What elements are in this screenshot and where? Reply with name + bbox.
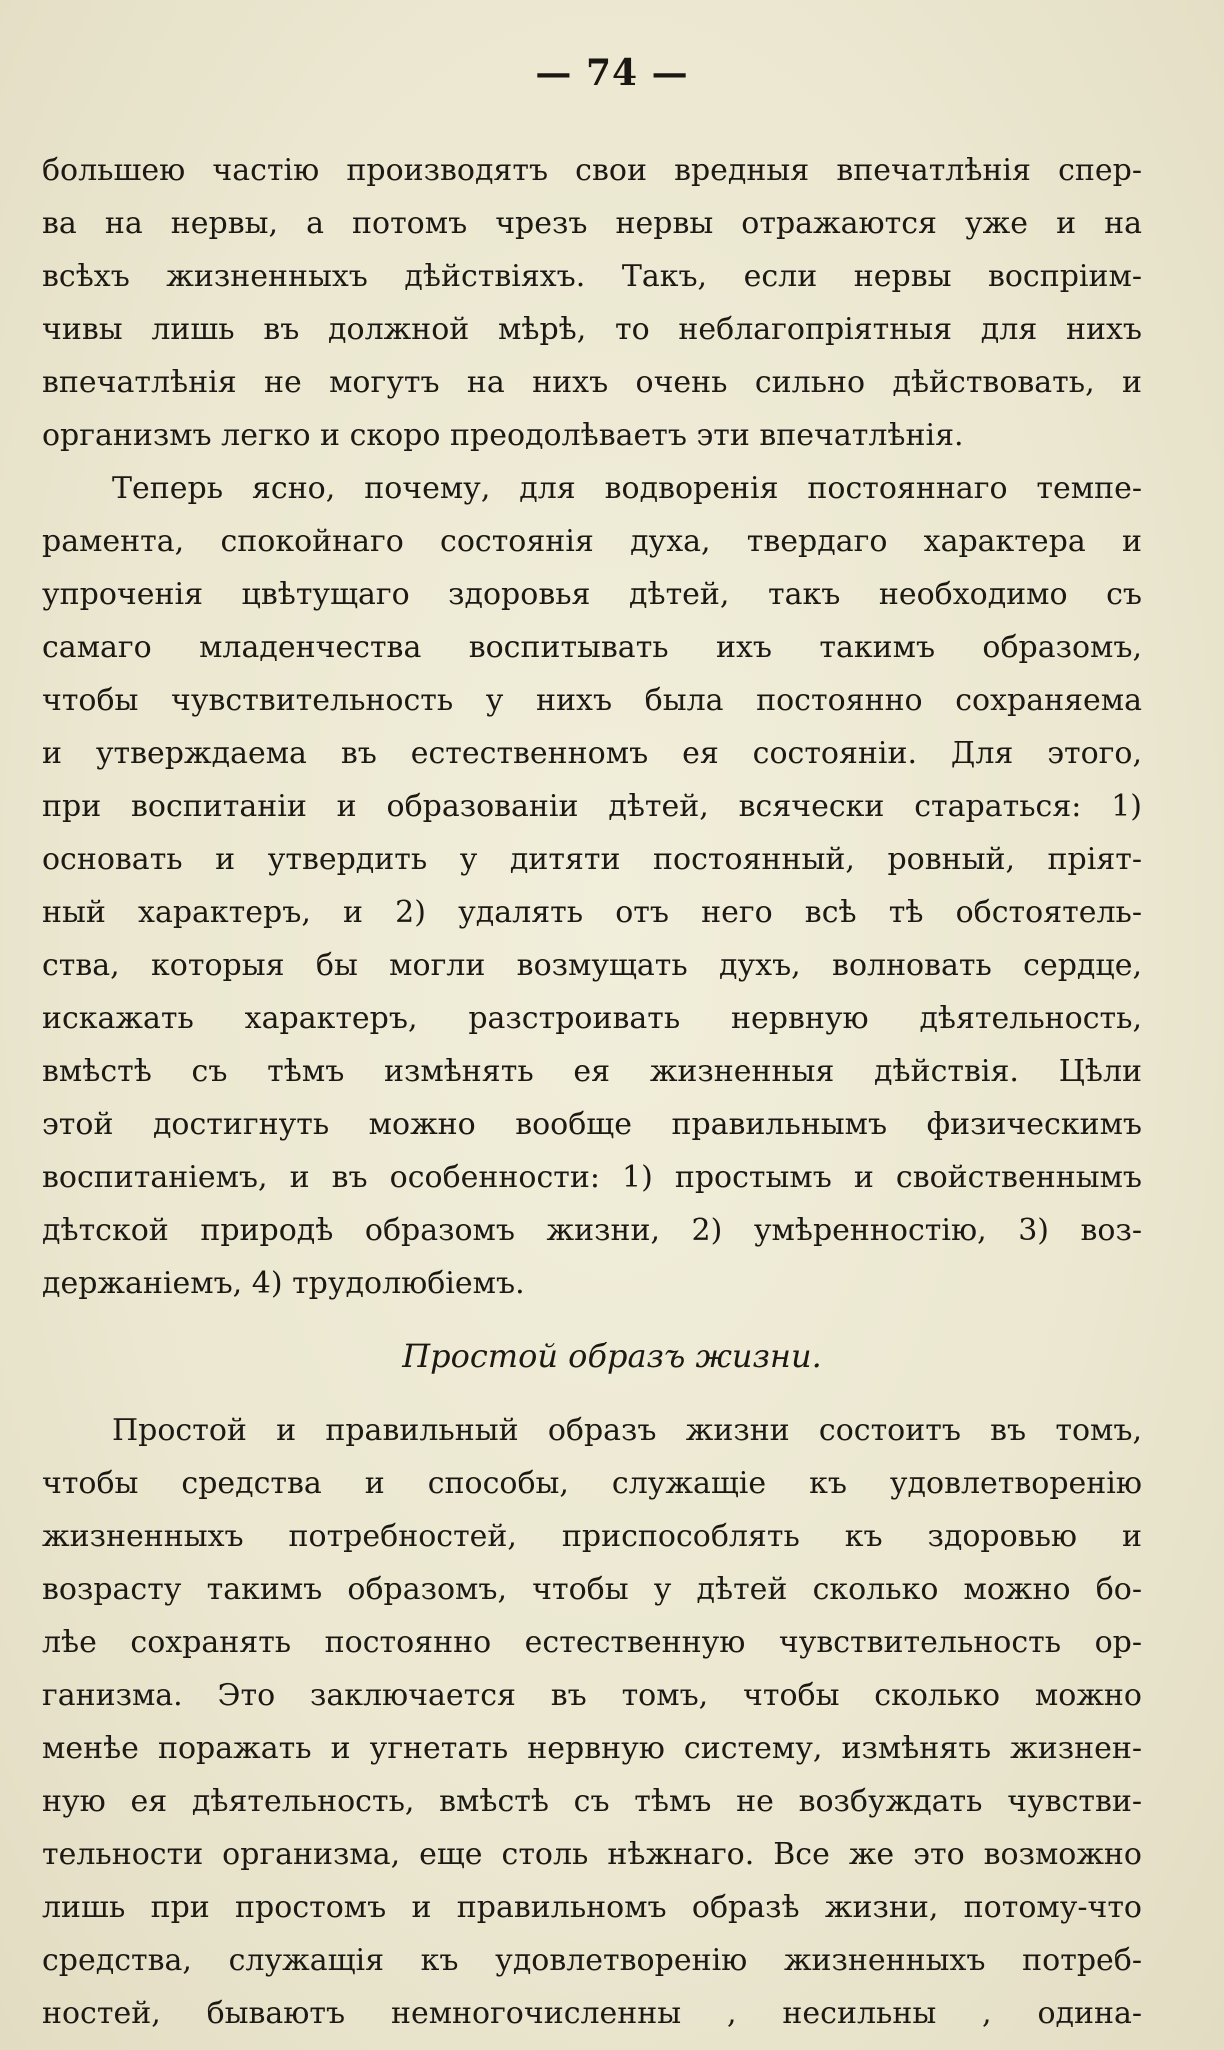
text-line: возрасту такимъ образомъ, чтобы у дѣтей сколько можно бо- bbox=[42, 1572, 1142, 1607]
text-line: впечатлѣнія не могутъ на нихъ очень сильно дѣйствовать, и bbox=[42, 365, 1142, 400]
text-line: рамента, спокойнаго состоянія духа, твердаго характера и bbox=[42, 524, 1142, 559]
text-line: ва на нервы, а потомъ чрезъ нервы отражаются уже и на bbox=[42, 206, 1142, 241]
text-line: чтобы средства и способы, служащіе къ удовлетворенію bbox=[42, 1466, 1142, 1501]
text-line: ный характеръ, и 2) удалять отъ него всѣ тѣ обстоятель- bbox=[42, 895, 1142, 930]
text-line: Простой и правильный образъ жизни состоитъ въ томъ, bbox=[112, 1413, 1142, 1448]
text-line: организмъ легко и скоро преодолѣваетъ эти впечатлѣнія. bbox=[42, 418, 964, 453]
text-line: держаніемъ, 4) трудолюбіемъ. bbox=[42, 1266, 525, 1301]
text-line: основать и утвердить у дитяти постоянный, ровный, пріят- bbox=[42, 842, 1142, 877]
text-line: Теперь ясно, почему, для водворенія постояннаго темпе- bbox=[112, 471, 1142, 506]
section-heading: Простой образъ жизни. bbox=[402, 1337, 822, 1375]
page-number: — 74 — bbox=[535, 52, 689, 94]
text-line: лишь при простомъ и правильномъ образѣ жизни, потому-что bbox=[42, 1890, 1142, 1925]
text-line: всѣхъ жизненныхъ дѣйствіяхъ. Такъ, если нервы воспріим- bbox=[42, 259, 1142, 294]
text-line: ганизма. Это заключается въ томъ, чтобы сколько можно bbox=[42, 1678, 1142, 1713]
text-line: большею частію производятъ свои вредныя впечатлѣнія спер- bbox=[42, 153, 1142, 188]
text-line: менѣе поражать и угнетать нервную систему, измѣнять жизнен- bbox=[42, 1731, 1142, 1766]
text-line: этой достигнуть можно вообще правильнымъ физическимъ bbox=[42, 1107, 1142, 1142]
text-line: при воспитаніи и образованіи дѣтей, всячески стараться: 1) bbox=[42, 789, 1142, 824]
text-line: средства, служащія къ удовлетворенію жизненныхъ потреб- bbox=[42, 1943, 1142, 1978]
text-line: ства, которыя бы могли возмущать духъ, волновать сердце, bbox=[42, 948, 1142, 983]
text-line: ностей, бываютъ немногочисленны , несильны , одина- bbox=[42, 1996, 1142, 2031]
text-line: чтобы чувствительность у нихъ была постоянно сохраняема bbox=[42, 683, 1142, 718]
text-line: чивы лишь въ должной мѣрѣ, то неблагопріятныя для нихъ bbox=[42, 312, 1142, 347]
text-line: и утверждаема въ естественномъ ея состояніи. Для этого, bbox=[42, 736, 1142, 771]
text-line: упроченія цвѣтущаго здоровья дѣтей, такъ необходимо съ bbox=[42, 577, 1142, 612]
text-line: искажать характеръ, разстроивать нервную дѣятельность, bbox=[42, 1001, 1142, 1036]
text-line: дѣтской природѣ образомъ жизни, 2) умѣренностію, 3) воз- bbox=[42, 1213, 1142, 1248]
text-line: ную ея дѣятельность, вмѣстѣ съ тѣмъ не возбуждать чувстви- bbox=[42, 1784, 1142, 1819]
text-line: вмѣстѣ съ тѣмъ измѣнять ея жизненныя дѣйствія. Цѣли bbox=[42, 1054, 1142, 1089]
text-line: тельности организма, еще столь нѣжнаго. Все же это возможно bbox=[42, 1837, 1142, 1872]
text-line: жизненныхъ потребностей, приспособлять къ здоровью и bbox=[42, 1519, 1142, 1554]
text-line: воспитаніемъ, и въ особенности: 1) простымъ и свойственнымъ bbox=[42, 1160, 1142, 1195]
text-line: лѣе сохранять постоянно естественную чувствительность ор- bbox=[42, 1625, 1142, 1660]
text-line: самаго младенчества воспитывать ихъ такимъ образомъ, bbox=[42, 630, 1142, 665]
